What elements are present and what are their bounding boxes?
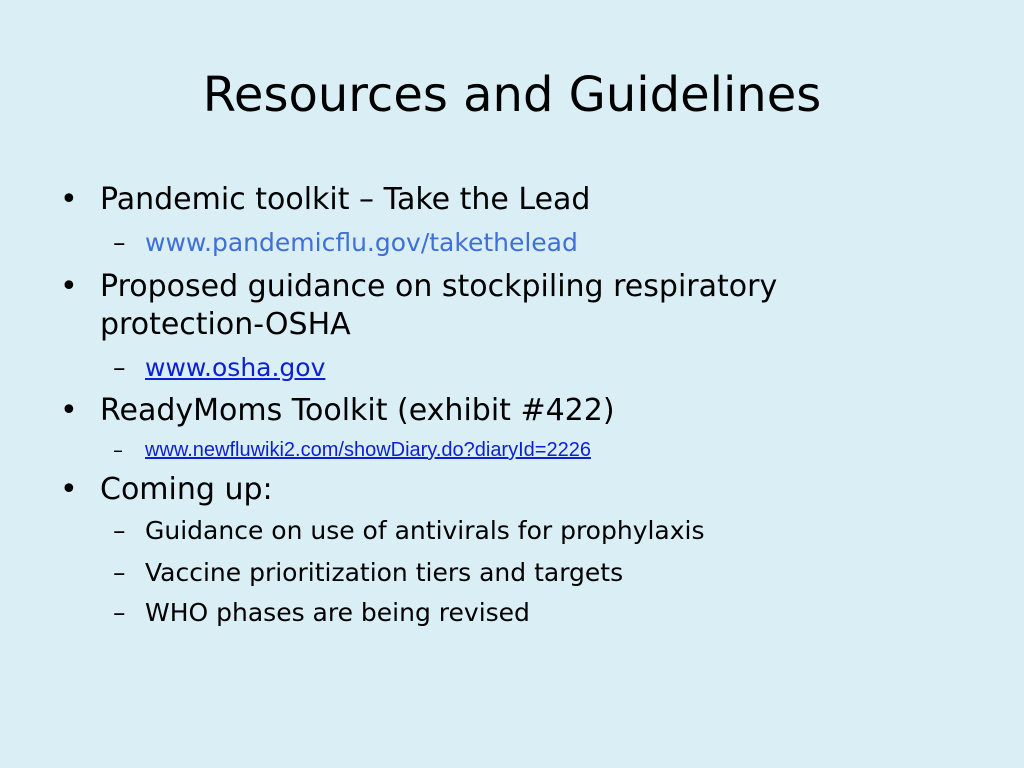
- newfluwiki-link[interactable]: www.newfluwiki2.com/showDiary.do?diaryId=2226: [145, 439, 591, 461]
- sub-text: Vaccine prioritization tiers and targets: [145, 558, 624, 587]
- bullet-text: Proposed guidance on stockpiling respiratory: [100, 269, 778, 304]
- sub-text: WHO phases are being revised: [145, 598, 530, 627]
- slide-title: Resources and Guidelines: [202, 67, 822, 123]
- bullet-icon: •: [60, 472, 78, 507]
- bullet-icon: •: [60, 269, 78, 304]
- bullet-text: protection-OSHA: [100, 307, 351, 342]
- dash-icon: –: [113, 558, 126, 587]
- bullet-text: Coming up:: [100, 472, 273, 507]
- osha-link[interactable]: www.osha.gov: [145, 353, 326, 382]
- bullet-icon: •: [60, 182, 78, 217]
- bullet-text: Pandemic toolkit – Take the Lead: [100, 182, 591, 217]
- sub-text: Guidance on use of antivirals for prophylaxis: [145, 516, 705, 545]
- pandemicflu-link[interactable]: www.pandemicflu.gov/takethelead: [145, 228, 578, 257]
- bullet-text: ReadyMoms Toolkit (exhibit #422): [100, 393, 615, 428]
- bullet-icon: •: [60, 393, 78, 428]
- dash-icon: –: [113, 353, 126, 382]
- dash-icon: –: [113, 228, 126, 257]
- dash-icon: –: [113, 516, 126, 545]
- dash-icon: –: [113, 438, 123, 462]
- dash-icon: –: [113, 598, 126, 627]
